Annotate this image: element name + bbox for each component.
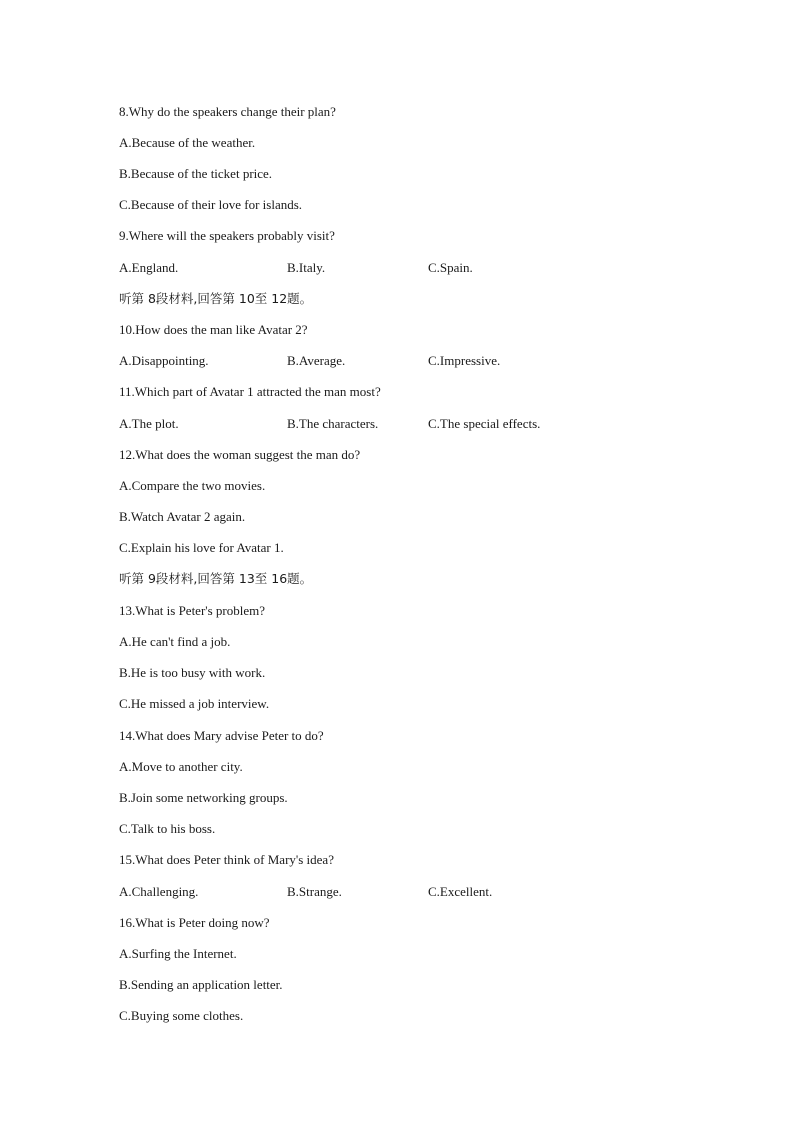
q13-option-b: B.He is too busy with work. bbox=[119, 665, 266, 680]
q16-option-a: A.Surfing the Internet. bbox=[119, 946, 237, 961]
q12-option-c: C.Explain his love for Avatar 1. bbox=[119, 540, 284, 555]
q12-option-b: B.Watch Avatar 2 again. bbox=[119, 509, 246, 524]
question-13: 13.What is Peter's problem? bbox=[119, 603, 266, 618]
q8-option-b: B.Because of the ticket price. bbox=[119, 166, 273, 181]
question-12: 12.What does the woman suggest the man do? bbox=[119, 447, 361, 462]
q8-option-a: A.Because of the weather. bbox=[119, 135, 256, 150]
question-15: 15.What does Peter think of Mary's idea? bbox=[119, 852, 334, 867]
q13-option-a: A.He can't find a job. bbox=[119, 634, 231, 649]
question-16: 16.What is Peter doing now? bbox=[119, 915, 270, 930]
q11-option-c: C.The special effects. bbox=[428, 416, 541, 431]
q14-option-c: C.Talk to his boss. bbox=[119, 821, 216, 836]
section-8-instruction: 听第 8段材料,回答第 10至 12题。 bbox=[119, 291, 313, 306]
q15-option-a: A.Challenging. bbox=[119, 884, 199, 899]
question-8: 8.Why do the speakers change their plan? bbox=[119, 104, 336, 119]
question-11: 11.Which part of Avatar 1 attracted the man most? bbox=[119, 384, 381, 399]
question-10: 10.How does the man like Avatar 2? bbox=[119, 322, 308, 337]
q10-option-c: C.Impressive. bbox=[428, 353, 501, 368]
q11-option-b: B.The characters. bbox=[287, 416, 379, 431]
q13-option-c: C.He missed a job interview. bbox=[119, 696, 270, 711]
q14-option-a: A.Move to another city. bbox=[119, 759, 243, 774]
question-9: 9.Where will the speakers probably visit? bbox=[119, 228, 335, 243]
q9-option-c: C.Spain. bbox=[428, 260, 473, 275]
q16-option-b: B.Sending an application letter. bbox=[119, 977, 283, 992]
q12-option-a: A.Compare the two movies. bbox=[119, 478, 266, 493]
section-9-instruction: 听第 9段材料,回答第 13至 16题。 bbox=[119, 571, 313, 586]
q10-option-b: B.Average. bbox=[287, 353, 346, 368]
q8-option-c: C.Because of their love for islands. bbox=[119, 197, 303, 212]
q9-option-b: B.Italy. bbox=[287, 260, 326, 275]
q15-option-b: B.Strange. bbox=[287, 884, 342, 899]
q9-option-a: A.England. bbox=[119, 260, 179, 275]
q16-option-c: C.Buying some clothes. bbox=[119, 1008, 244, 1023]
q15-option-c: C.Excellent. bbox=[428, 884, 493, 899]
q11-option-a: A.The plot. bbox=[119, 416, 179, 431]
question-14: 14.What does Mary advise Peter to do? bbox=[119, 728, 324, 743]
q14-option-b: B.Join some networking groups. bbox=[119, 790, 288, 805]
q10-option-a: A.Disappointing. bbox=[119, 353, 209, 368]
